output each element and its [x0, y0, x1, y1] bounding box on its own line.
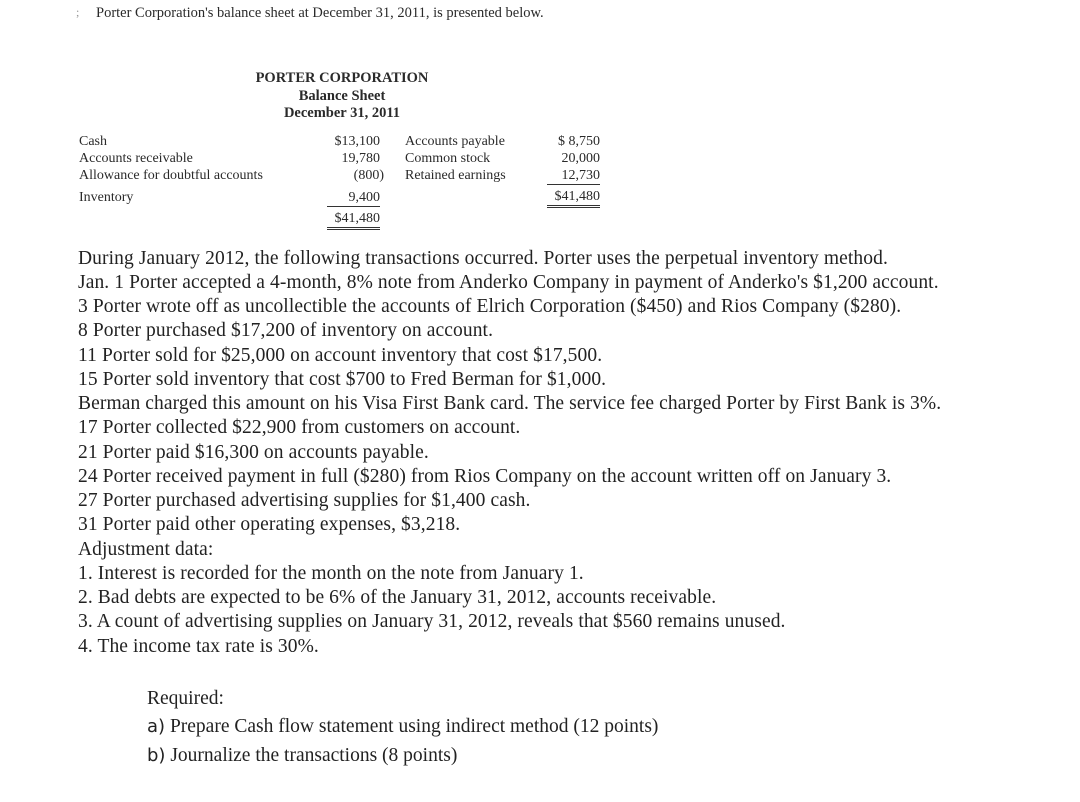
- statement-title: Balance Sheet: [298, 88, 386, 104]
- list-marker: ;: [76, 5, 80, 19]
- problem-line: 17 Porter collected $22,900 from customers on account.: [78, 417, 521, 438]
- problem-line: 3 Porter wrote off as uncollectible the accounts of Elrich Corporation ($450) and Rios Company ($280).: [78, 296, 902, 317]
- problem-line: Jan. 1 Porter accepted a 4-month, 8% note from Anderko Company in payment of Anderko's $1,200 account.: [78, 272, 939, 293]
- asset-amount: 19,780: [341, 151, 380, 166]
- item-text: Prepare Cash flow statement using indirect method (12 points): [165, 716, 659, 737]
- asset-label: Cash: [79, 134, 107, 149]
- statement-date: December 31, 2011: [283, 105, 401, 121]
- asset-label: Accounts receivable: [79, 151, 193, 166]
- item-text: Journalize the transactions (8 points): [165, 745, 458, 766]
- intro-text: Porter Corporation's balance sheet at December 31, 2011, is presented below.: [96, 5, 544, 21]
- asset-label: Inventory: [79, 190, 134, 205]
- problem-line: 8 Porter purchased $17,200 of inventory on account.: [78, 320, 494, 341]
- required-item: [147, 745, 457, 767]
- problem-line: 15 Porter sold inventory that cost $700 to Fred Berman for $1,000.: [78, 369, 607, 390]
- assets-total: $41,480: [327, 211, 380, 230]
- required-item: [147, 716, 658, 738]
- problem-line: 11 Porter sold for $25,000 on account inventory that cost $17,500.: [78, 345, 603, 366]
- item-letter: a): [147, 716, 166, 737]
- asset-amount: (800): [353, 168, 384, 183]
- adjustment-item: 4. The income tax rate is 30%.: [78, 636, 319, 657]
- liabilities-equity-total: $41,480: [547, 189, 600, 208]
- adjustment-item: 2. Bad debts are expected to be 6% of the January 31, 2012, accounts receivable.: [78, 587, 717, 608]
- adjustment-item: 1. Interest is recorded for the month on the note from January 1.: [78, 563, 584, 584]
- equity-label: Retained earnings: [405, 168, 506, 183]
- adjustment-heading: Adjustment data:: [78, 539, 214, 560]
- problem-line: 24 Porter received payment in full ($280) from Rios Company on the account written off on January 3.: [78, 466, 892, 487]
- liability-amount: $ 8,750: [558, 134, 600, 149]
- adjustment-item: 3. A count of advertising supplies on January 31, 2012, reveals that $560 remains unused.: [78, 611, 786, 632]
- problem-line: 21 Porter paid $16,300 on accounts payable.: [78, 442, 429, 463]
- equity-amount: 20,000: [561, 151, 600, 166]
- problem-line: Berman charged this amount on his Visa First Bank card. The service fee charged Porter by First Bank is 3%.: [78, 393, 942, 414]
- problem-line: 27 Porter purchased advertising supplies for $1,400 cash.: [78, 490, 531, 511]
- item-letter: b): [147, 745, 166, 766]
- asset-label: Allowance for doubtful accounts: [79, 168, 263, 183]
- company-name: PORTER CORPORATION: [255, 70, 429, 86]
- required-heading: Required:: [147, 688, 224, 709]
- equity-amount: 12,730: [547, 168, 600, 185]
- problem-line: During January 2012, the following transactions occurred. Porter uses the perpetual inventory method.: [78, 248, 888, 269]
- problem-line: 31 Porter paid other operating expenses, $3,218.: [78, 514, 461, 535]
- asset-amount: 9,400: [327, 190, 380, 207]
- equity-label: Common stock: [405, 151, 491, 166]
- liability-label: Accounts payable: [405, 134, 505, 149]
- asset-amount: $13,100: [334, 134, 380, 149]
